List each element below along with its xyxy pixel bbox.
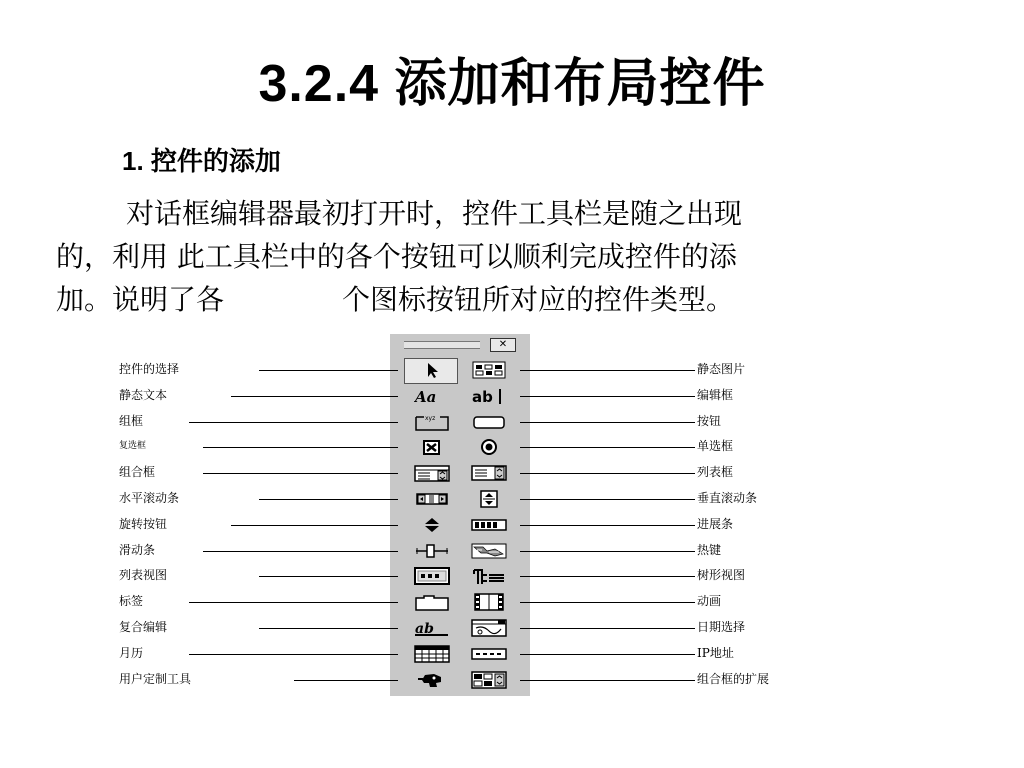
leader-line [520, 654, 695, 655]
body-paragraph [56, 192, 896, 321]
leader-line [189, 654, 398, 655]
right-control-label: 按钮 [697, 414, 722, 428]
left-control-label: 旋转按钮 [119, 517, 168, 531]
section-heading: 1. 控件的添加 [122, 146, 281, 176]
svg-text:xyz: xyz [425, 415, 436, 422]
leader-line [520, 680, 695, 681]
group-box-icon[interactable] [414, 412, 450, 432]
leader-line [520, 551, 695, 552]
paragraph-line: 的，利用 此工具栏中的各个按钮可以顺利完成控件的添 [56, 240, 737, 273]
left-control-label: 水平滚动条 [119, 491, 180, 505]
left-control-label: 静态文本 [119, 388, 168, 402]
animation-icon[interactable] [471, 592, 507, 612]
spin-button-icon[interactable] [414, 515, 450, 535]
list-view-icon[interactable] [414, 566, 450, 586]
right-control-label: 单选框 [697, 439, 734, 453]
static-text-icon[interactable] [414, 386, 450, 406]
right-control-label: 动画 [697, 594, 722, 608]
svg-text:ab: ab [472, 388, 493, 405]
leader-line [294, 680, 398, 681]
right-control-label: 热键 [697, 543, 722, 557]
right-control-label: 编辑框 [697, 388, 734, 402]
left-control-label: 组框 [119, 414, 144, 428]
right-control-label: IP地址 [697, 646, 734, 660]
right-control-label: 日期选择 [697, 620, 746, 634]
list-box-icon[interactable] [471, 463, 507, 483]
paragraph-line: 对话框编辑器最初打开时，控件工具栏是随之出现 [126, 197, 743, 230]
leader-line [231, 396, 398, 397]
leader-line [203, 551, 398, 552]
leader-line [520, 396, 695, 397]
leader-line [520, 525, 695, 526]
leader-line [259, 370, 398, 371]
right-control-label: 组合框的扩展 [697, 672, 770, 686]
svg-text:ab: ab [415, 621, 434, 637]
ip-address-icon[interactable] [471, 644, 507, 664]
leader-line [259, 499, 398, 500]
right-control-label: 列表框 [697, 465, 734, 479]
right-control-label: 垂直滚动条 [697, 491, 758, 505]
edit-box-icon[interactable] [471, 386, 507, 406]
vertical-scrollbar-icon[interactable] [471, 489, 507, 509]
left-control-label: 月历 [119, 646, 144, 660]
left-control-label: 控件的选择 [119, 362, 180, 376]
leader-line [520, 473, 695, 474]
leader-line [520, 499, 695, 500]
leader-line [520, 447, 695, 448]
close-icon[interactable]: ✕ [490, 338, 516, 352]
leader-line [520, 602, 695, 603]
left-control-label: 标签 [119, 594, 144, 608]
toolbar-title-bar[interactable] [404, 341, 480, 349]
left-control-label: 用户定制工具 [119, 672, 192, 686]
leader-line [520, 422, 695, 423]
rich-edit-icon[interactable] [414, 618, 450, 638]
month-calendar-icon[interactable] [414, 644, 450, 664]
radio-button-icon[interactable] [471, 437, 507, 457]
right-control-label: 静态图片 [697, 362, 746, 376]
leader-line [520, 576, 695, 577]
progress-bar-icon[interactable] [471, 515, 507, 535]
leader-line [203, 473, 398, 474]
check-box-icon[interactable] [414, 437, 450, 457]
svg-text:Aa: Aa [415, 388, 437, 405]
hot-key-icon[interactable] [471, 541, 507, 561]
right-control-label: 树形视图 [697, 568, 746, 582]
controls-toolbar [390, 334, 530, 696]
date-time-picker-icon[interactable] [471, 618, 507, 638]
left-control-label: 复选框 [119, 441, 147, 451]
custom-control-icon[interactable] [414, 670, 450, 690]
leader-line [203, 447, 398, 448]
slider-icon[interactable] [414, 541, 450, 561]
picture-icon[interactable] [471, 360, 507, 380]
paragraph-text: 个图标按钮所对应的控件类型。 [342, 283, 735, 316]
leader-line [189, 602, 398, 603]
combo-box-icon[interactable] [414, 463, 450, 483]
paragraph-text: 加。说明了各 [56, 283, 225, 316]
left-control-label: 列表视图 [119, 568, 168, 582]
extended-combo-box-icon[interactable] [471, 670, 507, 690]
tab-control-icon[interactable] [414, 592, 450, 612]
leader-line [231, 525, 398, 526]
right-control-label: 进展条 [697, 517, 734, 531]
leader-line [259, 628, 398, 629]
left-control-label: 滑动条 [119, 543, 156, 557]
leader-line [520, 628, 695, 629]
button-icon[interactable] [471, 412, 507, 432]
pointer-icon[interactable] [414, 360, 450, 380]
paragraph-line [56, 278, 896, 321]
horizontal-scrollbar-icon[interactable] [414, 489, 450, 509]
slide-title: 3.2.4 添加和布局控件 [258, 55, 766, 113]
leader-line [189, 422, 398, 423]
leader-line [520, 370, 695, 371]
leader-line [259, 576, 398, 577]
tree-view-icon[interactable] [471, 566, 507, 586]
left-control-label: 复合编辑 [119, 620, 168, 634]
left-control-label: 组合框 [119, 465, 156, 479]
